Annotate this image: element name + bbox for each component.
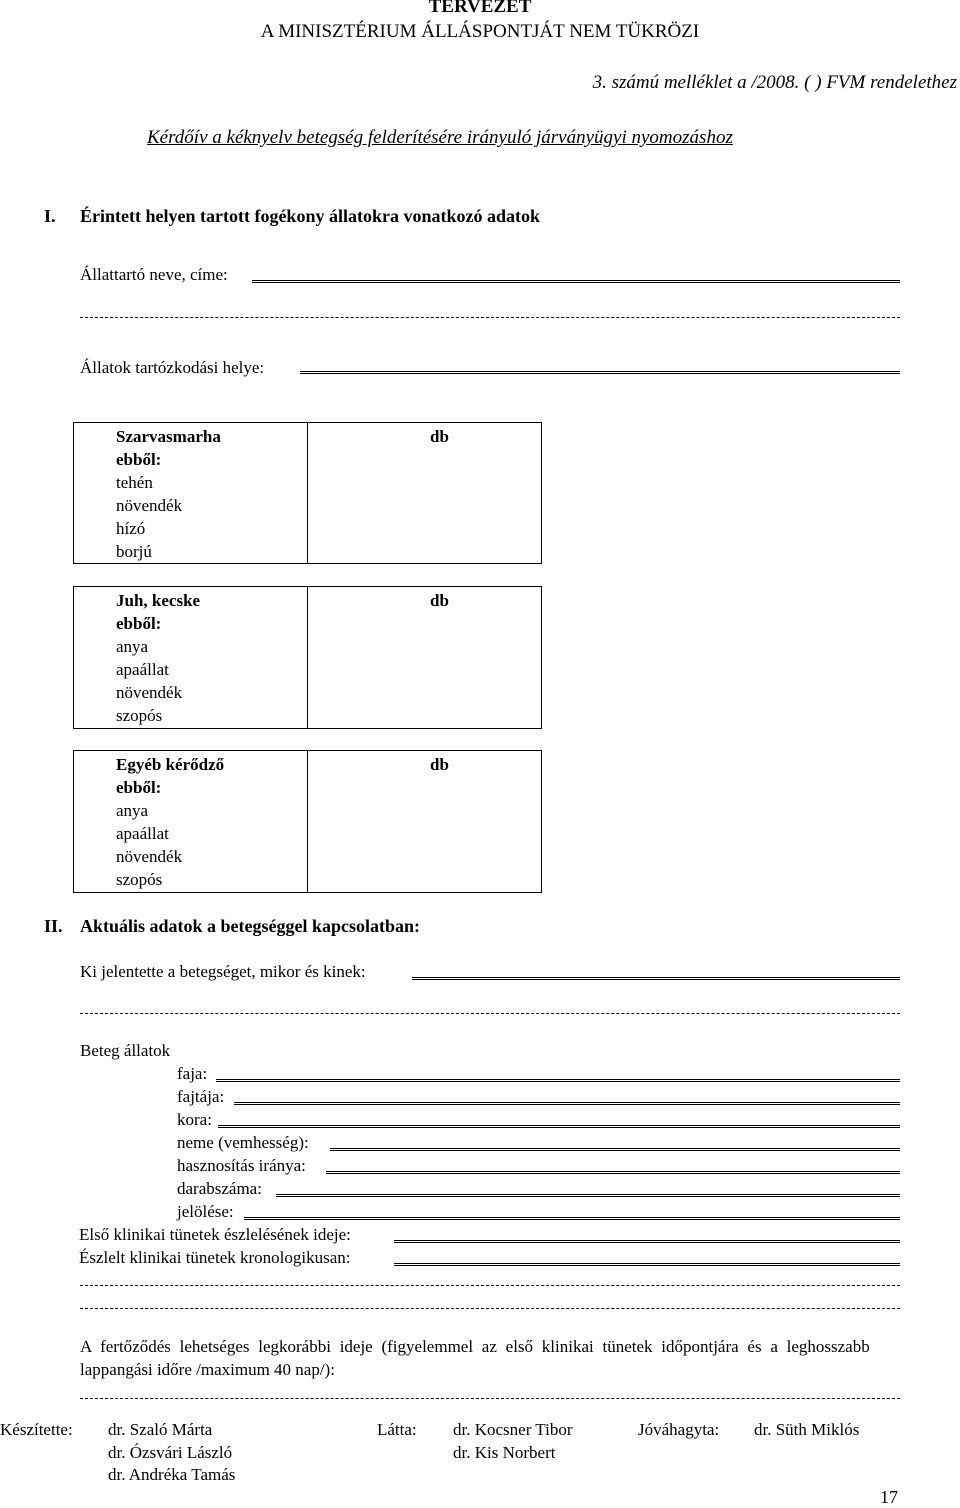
owner-field-line-2[interactable]	[80, 317, 900, 318]
count-field-line[interactable]	[276, 1194, 900, 1197]
sheep-goat-of-which: ebből:	[116, 614, 162, 633]
section1-heading: Érintett helyen tartott fogékony állatokra vonatkozó adatok	[80, 206, 540, 226]
other-ruminant-item: növendék	[116, 847, 183, 866]
prepared-by-label: Készítette:	[0, 1420, 73, 1439]
page-number: 17	[880, 1487, 898, 1507]
sex-field-line[interactable]	[330, 1148, 900, 1151]
annex-reference: 3. számú melléklet a /2008. ( ) FVM rendelethez	[592, 72, 957, 93]
cattle-item: hízó	[116, 519, 146, 538]
other-ruminant-unit: db	[430, 755, 449, 774]
draft-label: TERVEZET	[428, 0, 532, 17]
other-ruminant-of-which: ebből:	[116, 778, 162, 797]
sick-field-label: kora:	[177, 1110, 212, 1129]
prepared-by-name: dr. Szaló Márta	[108, 1420, 213, 1439]
sheep-goat-item: apaállat	[116, 660, 169, 679]
sick-field-label: darabszáma:	[177, 1179, 262, 1198]
sick-field-label: faja:	[177, 1064, 208, 1083]
cattle-item: növendék	[116, 496, 183, 515]
sick-field-label: jelölése:	[177, 1202, 234, 1221]
cattle-item: tehén	[116, 473, 153, 492]
seen-by-name: dr. Kis Norbert	[453, 1442, 556, 1462]
cattle-of-which: ebből:	[116, 450, 162, 469]
approved-by-label: Jóváhagyta:	[638, 1420, 720, 1439]
infection-text-line-1: A fertőződés lehetséges legkorábbi ideje (figyelemmel az első klinikai tünetek időpontjára és a leghosszabb	[80, 1337, 870, 1356]
sheep-goat-item: anya	[116, 637, 149, 656]
location-label: Állatok tartózkodási helye:	[80, 358, 265, 377]
seen-by-list	[453, 1419, 572, 1464]
prepared-by-list	[108, 1419, 235, 1487]
chronology-label: Észlelt klinikai tünetek kronologikusan:	[79, 1248, 351, 1267]
sheep-goat-item: szopós	[116, 706, 163, 725]
sheep-goat-box	[73, 586, 542, 729]
reported-field-line-2[interactable]	[80, 1013, 900, 1014]
section2-number: II.	[44, 916, 63, 936]
first-signs-field-line[interactable]	[394, 1240, 900, 1243]
first-signs-label: Első klinikai tünetek észlelésének ideje:	[79, 1225, 351, 1244]
infection-field-line[interactable]	[80, 1398, 900, 1399]
sick-animals-label: Beteg állatok	[80, 1041, 171, 1060]
sheep-goat-unit: db	[430, 591, 449, 610]
other-ruminant-title: Egyéb kérődző	[116, 755, 225, 774]
cattle-item: borjú	[116, 542, 152, 561]
owner-label: Állattartó neve, címe:	[80, 265, 228, 284]
sheep-goat-item: növendék	[116, 683, 183, 702]
reported-field-line[interactable]	[412, 977, 900, 980]
cattle-unit: db	[430, 427, 449, 446]
age-field-line[interactable]	[218, 1125, 900, 1128]
chronology-field-line[interactable]	[394, 1263, 900, 1266]
document-title: Kérdőív a kéknyelv betegség felderítésére irányuló járványügyi nyomozáshoz	[147, 127, 733, 148]
cattle-box	[73, 422, 542, 564]
cattle-title: Szarvasmarha	[116, 427, 221, 446]
other-ruminant-item: apaállat	[116, 824, 169, 843]
infection-text-line-2: lappangási időre /maximum 40 nap/):	[80, 1360, 335, 1379]
other-ruminant-box-divider	[307, 751, 308, 892]
species-field-line[interactable]	[216, 1079, 900, 1082]
prepared-by-name: dr. Andréka Tamás	[108, 1465, 236, 1484]
location-field-line[interactable]	[300, 371, 900, 374]
seen-by-name: dr. Kocsner Tibor	[453, 1420, 573, 1439]
other-ruminant-item: anya	[116, 801, 149, 820]
disclaimer: A MINISZTÉRIUM ÁLLÁSPONTJÁT NEM TÜKRÖZI	[260, 21, 700, 42]
sheep-goat-title: Juh, kecske	[116, 591, 201, 610]
cattle-box-divider	[307, 423, 308, 563]
sick-field-label: hasznosítás iránya:	[177, 1156, 306, 1175]
reported-label: Ki jelentette a betegséget, mikor és kinek:	[80, 962, 366, 981]
purpose-field-line[interactable]	[326, 1171, 900, 1174]
breed-field-line[interactable]	[234, 1102, 900, 1105]
chronology-field-line-3[interactable]	[80, 1308, 900, 1309]
section2-heading: Aktuális adatok a betegséggel kapcsolatban:	[80, 916, 421, 936]
other-ruminant-item: szopós	[116, 870, 163, 889]
sheep-goat-box-divider	[307, 587, 308, 728]
seen-by-label: Látta:	[377, 1420, 417, 1439]
sick-field-label: fajtája:	[177, 1087, 225, 1106]
owner-field-line[interactable]	[252, 280, 900, 283]
sick-field-label: neme (vemhesség):	[177, 1133, 309, 1152]
other-ruminant-box	[73, 750, 542, 893]
chronology-field-line-2[interactable]	[80, 1285, 900, 1286]
section1-number: I.	[44, 206, 56, 226]
marking-field-line[interactable]	[244, 1217, 900, 1220]
approved-by-name: dr. Süth Miklós	[754, 1420, 860, 1439]
prepared-by-name: dr. Ózsvári László	[108, 1442, 233, 1462]
